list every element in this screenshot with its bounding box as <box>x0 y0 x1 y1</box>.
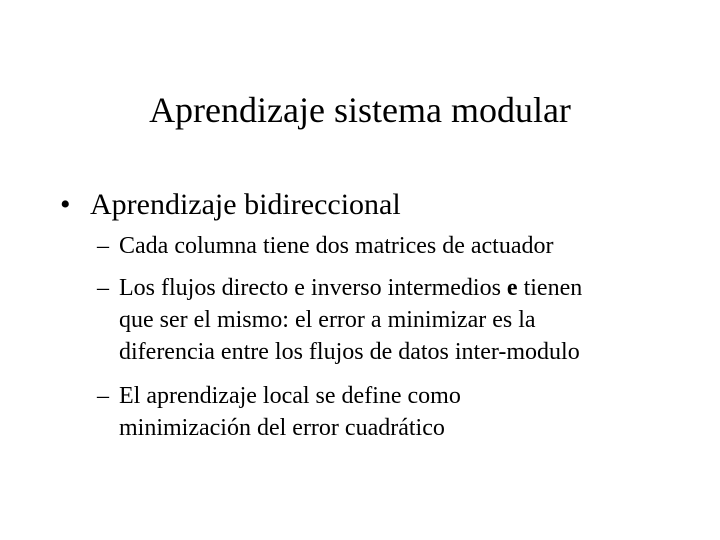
sub-item-line: diferencia entre los flujos de datos inter-modulo <box>119 339 580 365</box>
sub-item-line <box>119 272 582 304</box>
sub-item-line: que ser el mismo: el error a minimizar es la <box>119 307 536 333</box>
sub-item-text <box>119 272 582 368</box>
sub-item-dash: – <box>97 233 109 259</box>
sub-item-line-part: Los flujos directo e inverso intermedios <box>119 275 507 301</box>
sub-item-line-part: tienen <box>517 275 583 301</box>
variable-e: e <box>506 275 518 301</box>
sub-item-line: minimización del error cuadrático <box>119 415 445 441</box>
sub-item-dash: – <box>97 275 109 301</box>
bullet-text: Aprendizaje bidireccional <box>90 188 401 221</box>
sub-item-text <box>119 380 461 444</box>
sub-item-line: Cada columna tiene dos matrices de actuador <box>119 233 554 259</box>
slide-title: Aprendizaje sistema modular <box>149 90 571 130</box>
bullet-marker: • <box>60 188 71 221</box>
sub-item-dash: – <box>97 383 109 409</box>
sub-item-text <box>119 230 554 262</box>
sub-item-line: El aprendizaje local se define como <box>119 383 461 409</box>
